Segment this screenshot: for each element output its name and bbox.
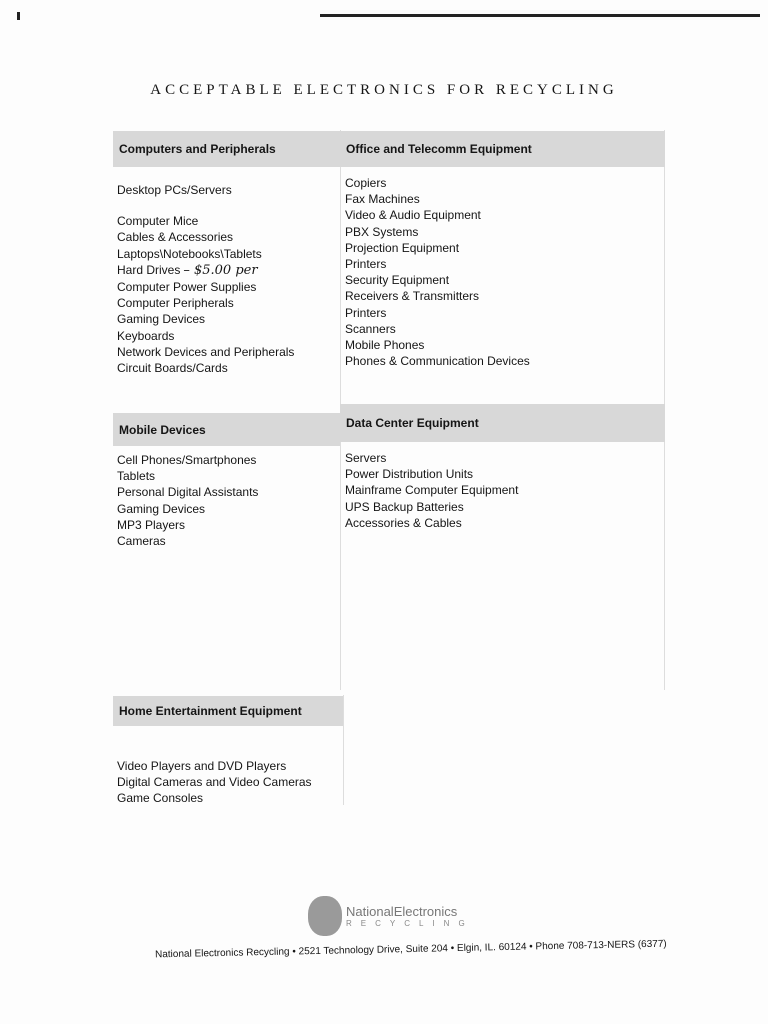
handwritten-note: – $5.00 per [183,262,258,278]
logo-name: NationalElectronics [346,904,458,919]
list-home [117,758,312,807]
section-header-datacenter: Data Center Equipment [340,404,665,442]
footer-address: National Electronics Recycling • 2521 Technology Drive, Suite 204 • Elgin, IL. 60124 • Phone 708-713-NERS (6377) [154,938,667,961]
list-mobile [117,452,258,549]
list-item: Circuit Boards/Cards [117,361,228,376]
section-header-computers: Computers and Peripherals [113,131,340,167]
list-item: Servers [345,451,387,465]
list-item: Copiers [345,176,387,190]
list-item: Desktop PCs/Servers [117,183,232,197]
list-item: Cables & Accessories [117,230,234,245]
list-item-text: Hard Drives [117,262,181,277]
list-item: PBX Systems [345,224,419,239]
list-computers [117,182,294,376]
scan-mark [17,12,20,20]
list-item: Cell Phones/Smartphones [117,453,257,467]
list-item: Network Devices and Peripherals [117,344,295,359]
list-item: Gaming Devices [117,312,206,327]
list-item: Mainframe Computer Equipment [345,483,519,498]
section-header-home: Home Entertainment Equipment [113,696,343,726]
list-datacenter [345,450,518,531]
section-header-office: Office and Telecomm Equipment [340,131,665,167]
list-item: Fax Machines [345,192,420,207]
list-item: Security Equipment [345,273,450,288]
list-item: Receivers & Transmitters [345,289,480,304]
list-item: Personal Digital Assistants [117,485,259,500]
list-item: Computer Power Supplies [117,280,257,295]
section-header-mobile: Mobile Devices [113,413,340,446]
list-item: Phones & Communication Devices [345,354,530,369]
list-office [345,175,530,369]
list-item: Video Players and DVD Players [117,759,287,773]
list-item: Game Consoles [117,791,204,806]
list-item: Mobile Phones [345,338,425,353]
list-item: Projection Equipment [345,240,460,255]
list-item [117,262,294,279]
list-item: Printers [345,305,387,320]
list-item: Laptops\Notebooks\Tablets [117,246,262,261]
list-item: Printers [345,257,387,272]
list-item: Scanners [345,321,396,336]
top-rule [320,14,760,17]
recycling-logo-icon [308,896,342,936]
logo-subtitle: RECYCLING [346,919,474,928]
list-item: Cameras [117,534,166,549]
list-item: Keyboards [117,328,175,343]
list-item: Computer Mice [117,214,199,229]
company-logo [308,896,474,936]
table-border [343,695,344,805]
list-item: UPS Backup Batteries [345,499,464,514]
list-item: MP3 Players [117,517,186,532]
list-item: Accessories & Cables [345,515,462,530]
list-item: Computer Peripherals [117,296,234,311]
list-item: Power Distribution Units [345,467,474,482]
list-item: Video & Audio Equipment [345,208,481,223]
list-item: Gaming Devices [117,501,206,516]
list-item: Tablets [117,469,156,484]
list-item: Digital Cameras and Video Cameras [117,775,312,790]
page-title: ACCEPTABLE ELECTRONICS FOR RECYCLING [150,82,618,98]
